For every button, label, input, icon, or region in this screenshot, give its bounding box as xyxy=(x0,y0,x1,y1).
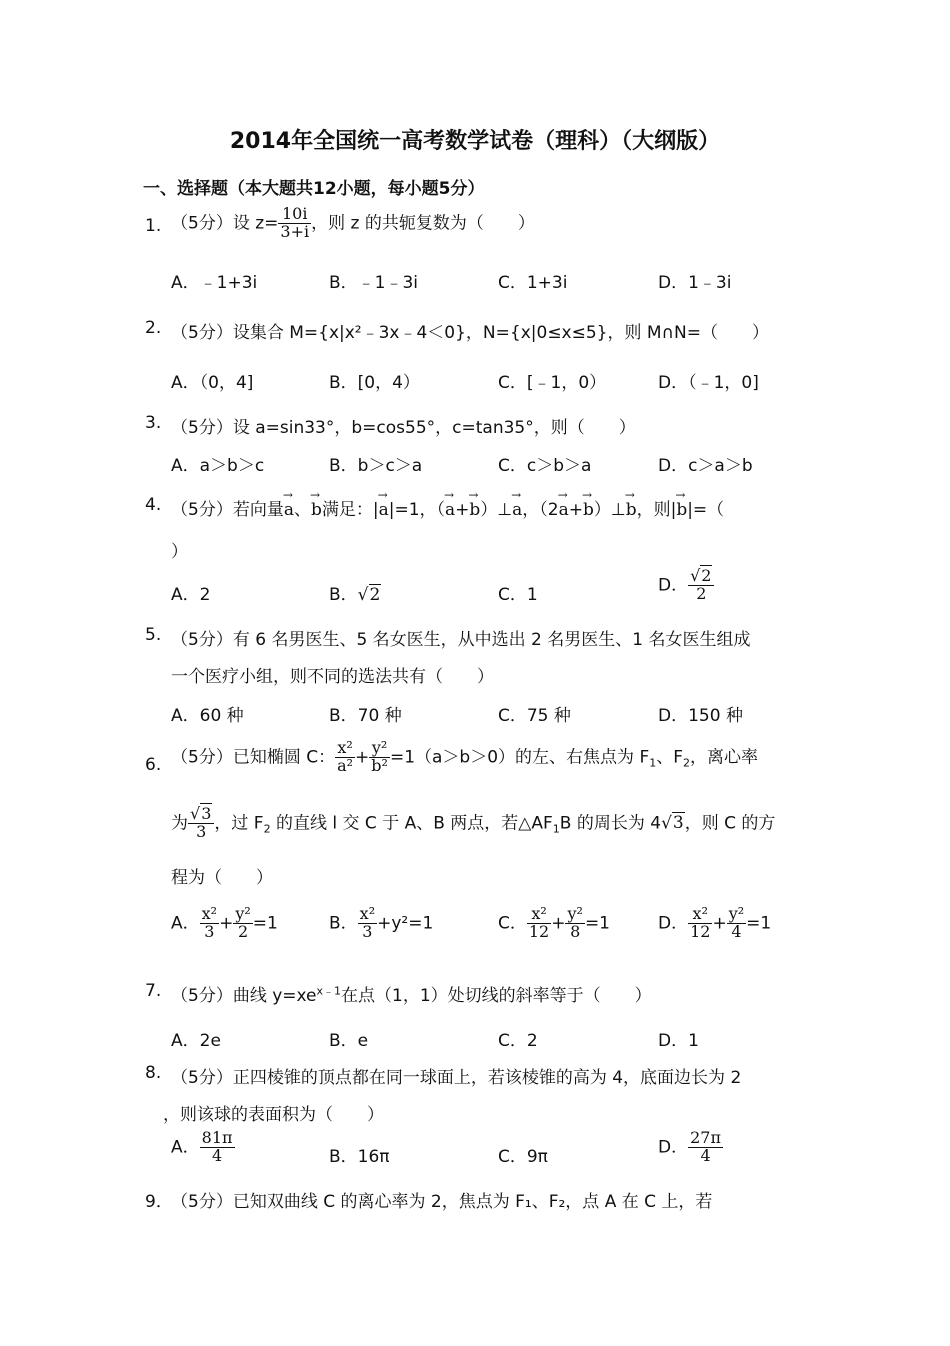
q4-number: 4. xyxy=(145,495,162,515)
q9-number: 9． xyxy=(145,1192,173,1212)
q7-option-d: D．1 xyxy=(658,1031,699,1051)
q4-option-b: B．√2 xyxy=(329,585,381,605)
q1-option-d: D．1﹣3i xyxy=(658,273,732,293)
q8-number: 8. xyxy=(145,1063,162,1083)
q3-stem: （5分）设 a=sin33°，b=cos55°，c=tan35°，则（ ） xyxy=(171,418,636,438)
q2-option-c: C．[﹣1，0） xyxy=(498,373,607,393)
q6-option-d: D． $\frac{\text{x²}}{12}$ + $\frac{\text{y²}}{4}$ =1 xyxy=(658,904,772,941)
q2-option-b: B．[0，4） xyxy=(329,373,420,393)
page-title: 2014年全国统一高考数学试卷（理科）（大纲版） xyxy=(229,129,721,154)
q5-option-a: A．60 种 xyxy=(171,706,244,726)
q2-number: 2. xyxy=(145,318,162,338)
q1-option-c: C．1+3i xyxy=(498,273,568,293)
q7-option-a: A．2e xyxy=(171,1031,221,1051)
q5-option-c: C．75 种 xyxy=(498,706,571,726)
q6-stem-line2: 为 $\frac{√3}{3}$ ，过 $F_2$ 的直线 l 交 C 于 A、B 两点，若$\triangle AF_1B$ 的周长为 4√3，则 C 的方 xyxy=(171,804,776,841)
q5-stem-cont: 一个医疗小组，则不同的选法共有（ ） xyxy=(171,667,494,687)
q1-fraction: $\frac{10i}{3+i}$ xyxy=(280,204,310,241)
q8-option-d: D． $\frac{27\pi}{4}$ xyxy=(658,1128,721,1165)
q6-stem: （5分）已知椭圆 C： $\frac{\text{x²}}{\text{a²}}$ + $\frac{\text{y²}}{\text{b²}}$ =1（a＞b＞0）的左、右焦点为 $F_1$、$F_2$，离心率 xyxy=(171,738,759,775)
q3-option-b: B．b＞c＞a xyxy=(329,456,423,476)
q3-option-a: A．a＞b＞c xyxy=(171,456,265,476)
q4-option-c: C．1 xyxy=(498,585,538,605)
q5-number: 5. xyxy=(145,625,162,645)
q8-stem: （5分）正四棱锥的顶点都在同一球面上，若该棱锥的高为 4，底面边长为 2 xyxy=(171,1068,742,1088)
q6-option-b: B． $\frac{\text{x²}}{3}$ +y²=1 xyxy=(329,904,434,941)
q5-stem: （5分）有 6 名男医生、5 名女医生，从中选出 2 名男医生、1 名女医生组成 xyxy=(171,630,751,650)
q2-option-a: A．（0，4] xyxy=(171,373,254,393)
q6-option-a: A． $\frac{\text{x²}}{3}$ + $\frac{\text{y²}}{2}$ =1 xyxy=(171,904,278,941)
q1-option-b: B．﹣1﹣3i xyxy=(329,273,419,293)
q9-stem: （5分）已知双曲线 C 的离心率为 2，焦点为 F₁、F₂，点 A 在 C 上，若 xyxy=(171,1192,713,1212)
q6-option-c: C． $\frac{\text{x²}}{12}$ + $\frac{\text{y²}}{8}$ =1 xyxy=(498,904,610,941)
q8-option-c: C．9π xyxy=(498,1147,548,1167)
q7-option-c: C．2 xyxy=(498,1031,538,1051)
q4-stem-cont: ） xyxy=(171,542,188,562)
q8-option-b: B．16π xyxy=(329,1147,390,1167)
q3-option-c: C．c＞b＞a xyxy=(498,456,592,476)
q4-stem: （5分）若向量→ a、→ b满足：|→ a|=1，（→ a+→ b）⊥→ a，（2→ a+→ b）⊥→ b，则|→ b|=（ xyxy=(171,495,724,520)
q7-option-b: B．e xyxy=(329,1031,369,1051)
q2-stem: （5分）设集合 M={x|x²﹣3x﹣4＜0}，N={x|0≤x≤5}，则 M∩N=（ ） xyxy=(171,323,769,343)
section-heading: 一、选择题（本大题共12小题，每小题5分） xyxy=(143,179,485,199)
q6-stem-line3: 程为（ ） xyxy=(171,868,273,888)
q4-option-d: D． $\frac{√2}{2}$ xyxy=(658,568,714,603)
q1-option-a: A．﹣1+3i xyxy=(171,273,258,293)
q3-option-d: D．c＞a＞b xyxy=(658,456,753,476)
q1-stem: （5分）设 z= $\frac{10i}{3+i}$ ，则 z 的共轭复数为（ ） xyxy=(171,204,535,241)
q1-number: 1. xyxy=(145,216,162,236)
q8-option-a: A． $\frac{81\pi}{4}$ xyxy=(171,1128,233,1165)
q2-option-d: D．（﹣1，0] xyxy=(658,373,759,393)
q4-option-a: A．2 xyxy=(171,585,211,605)
q6-number: 6. xyxy=(145,755,162,775)
q5-option-d: D．150 种 xyxy=(658,706,743,726)
q7-number: 7. xyxy=(145,981,162,1001)
q3-number: 3. xyxy=(145,413,162,433)
q8-stem-cont: ，则该球的表面积为（ ） xyxy=(163,1105,384,1125)
q5-option-b: B．70 种 xyxy=(329,706,402,726)
q7-stem: （5分）曲线 $y=xe^{x﹣1}$在点（1，1）处切线的斜率等于（ ） xyxy=(171,984,652,1006)
